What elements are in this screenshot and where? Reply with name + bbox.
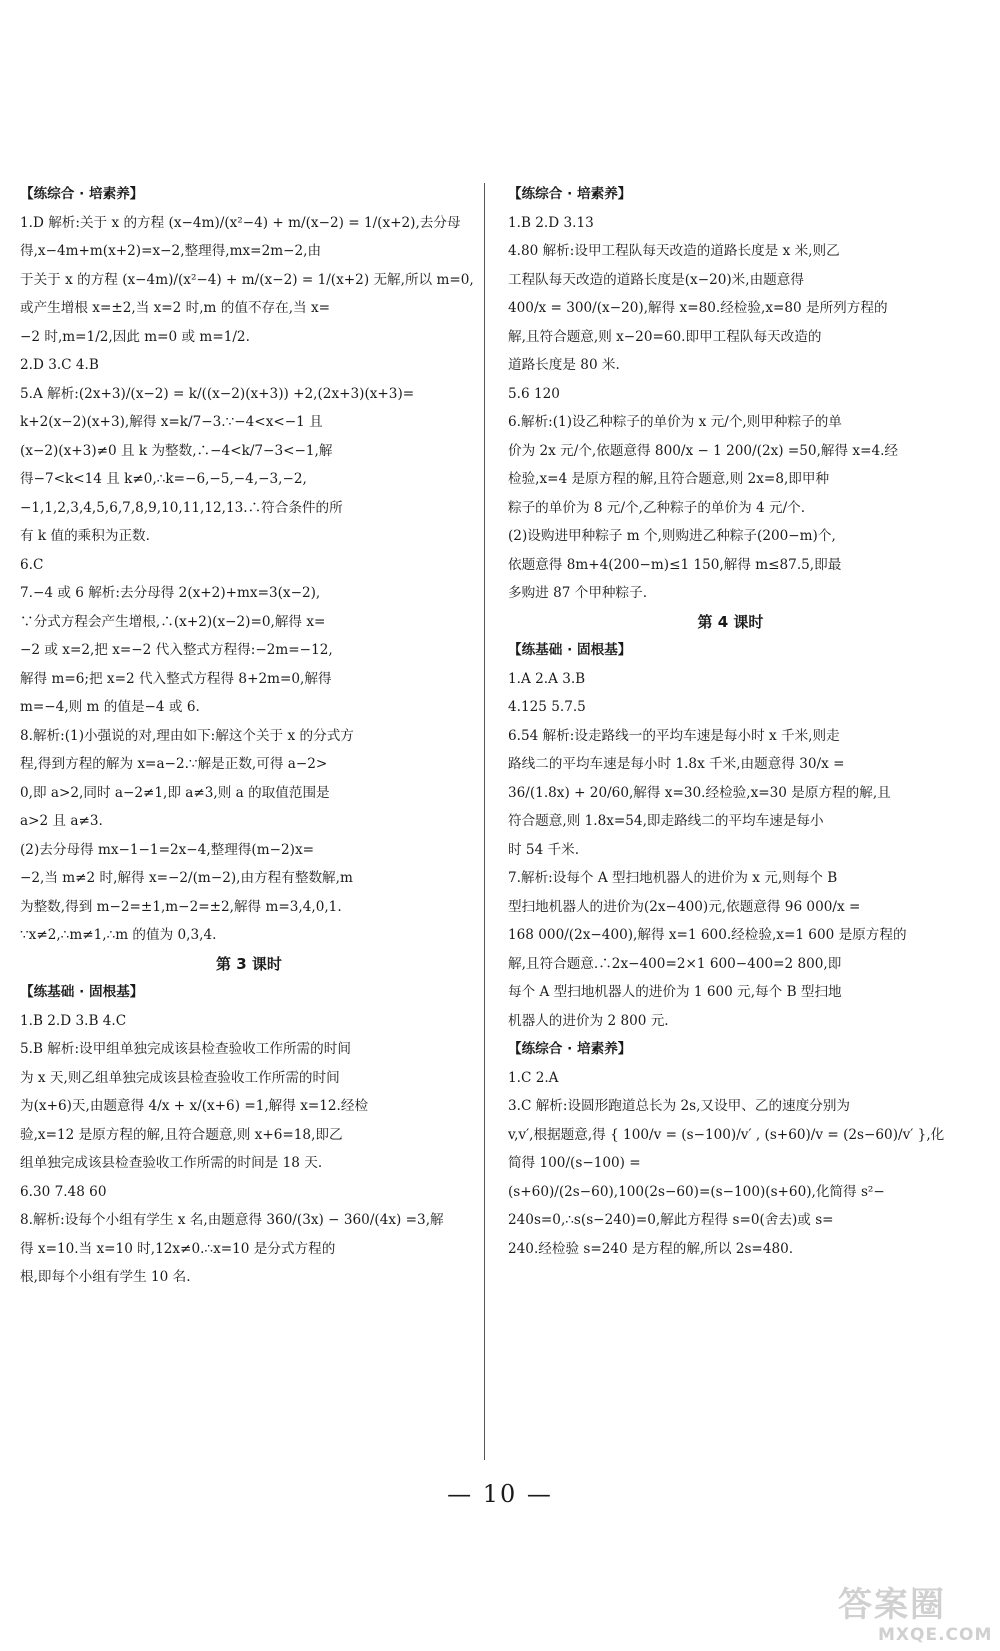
answer-line: 组单独完成该县检查验收工作所需的时间是 18 天.: [20, 1155, 323, 1171]
answer-line: 1.D 解析:关于 x 的方程 (x−4m)/(x²−4) + m/(x−2) = 1/(x+2),去分母: [20, 214, 461, 231]
answer-line: 240s=0,∴s(s−240)=0,解此方程得 s=0(舍去)或 s=: [508, 1212, 834, 1228]
answer-line: 为整数,得到 m−2=±1,m−2=±2,解得 m=3,4,0,1.: [20, 898, 342, 915]
answer-line: 程,得到方程的解为 x=a−2.∵解是正数,可得 a−2>: [20, 756, 328, 772]
watermark-logo: [838, 1585, 993, 1645]
answer-line: 工程队每天改造的道路长度是(x−20)米,由题意得: [508, 271, 804, 288]
answer-line: 1.A 2.A 3.B: [508, 670, 586, 687]
answer-line: 得−7<k<14 且 k≠0,∴k=−6,−5,−4,−3,−2,: [20, 471, 307, 487]
left-column: [20, 180, 478, 1292]
answer-line: 8.解析:(1)小强说的对,理由如下:解这个关于 x 的分式方: [20, 727, 354, 744]
answer-line: −2 或 x=2,把 x=−2 代入整式方程得:−2m=−12,: [20, 642, 333, 658]
section-heading: 【练基础 · 固根基】: [20, 984, 144, 1000]
answer-line: 多购进 87 个甲种粽子.: [508, 585, 648, 601]
answer-line: −2,当 m≠2 时,解得 x=−2/(m−2),由方程有整数解,m: [20, 870, 353, 886]
answer-line: 4.125 5.7.5: [508, 699, 586, 715]
answer-line: 2.D 3.C 4.B: [20, 357, 99, 373]
column-divider: [484, 183, 485, 1460]
answer-line: ∵分式方程会产生增根,∴(x+2)(x−2)=0,解得 x=: [20, 613, 326, 630]
answer-line: 检验,x=4 是原方程的解,且符合题意,则 2x=8,即甲种: [508, 471, 830, 487]
answer-line: (2)设购进甲种粽子 m 个,则购进乙种粽子(200−m)个,: [508, 528, 836, 544]
answer-line: −2 时,m=1/2,因此 m=0 或 m=1/2.: [20, 328, 250, 345]
answer-line: 每个 A 型扫地机器人的进价为 1 600 元,每个 B 型扫地: [508, 984, 842, 1000]
watermark-text-cn: 答案圈: [838, 1585, 946, 1625]
answer-line: m=−4,则 m 的值是−4 或 6.: [20, 699, 200, 715]
answer-line: 得,x−4m+m(x+2)=x−2,整理得,mx=2m−2,由: [20, 243, 322, 259]
answer-line: 6.C: [20, 556, 44, 573]
lesson-title: 第 4 课时: [697, 612, 764, 631]
answer-line: 6.解析:(1)设乙种粽子的单价为 x 元/个,则甲种粽子的单: [508, 414, 842, 430]
answer-line: (x−2)(x+3)≠0 且 k 为整数,∴−4<k/7−3<−1,解: [20, 442, 333, 459]
answer-line: 0,即 a>2,同时 a−2≠1,即 a≠3,则 a 的取值范围是: [20, 784, 330, 801]
answer-line: 6.54 解析:设走路线一的平均车速是每小时 x 千米,则走: [508, 727, 840, 744]
answer-line: 7.解析:设每个 A 型扫地机器人的进价为 x 元,则每个 B: [508, 870, 838, 886]
answer-line: 粽子的单价为 8 元/个,乙种粽子的单价为 4 元/个.: [508, 499, 806, 516]
answer-line: 1.B 2.D 3.B 4.C: [20, 1012, 127, 1029]
answer-line: 5.A 解析:(2x+3)/(x−2) = k/((x−2)(x+3)) +2,(2x+3)(x+3)=: [20, 385, 415, 402]
answer-line: 7.−4 或 6 解析:去分母得 2(x+2)+mx=3(x−2),: [20, 585, 321, 601]
answer-line: 6.30 7.48 60: [20, 1183, 107, 1200]
page-number: — 10 —: [447, 1480, 553, 1508]
answer-line: 4.80 解析:设甲工程队每天改造的道路长度是 x 米,则乙: [508, 243, 840, 259]
section-heading: 【练综合 · 培素养】: [508, 186, 632, 202]
answer-line: 时 54 千米.: [508, 841, 580, 858]
answer-line: 依题意得 8m+4(200−m)≤1 150,解得 m≤87.5,即最: [508, 556, 842, 573]
answer-line: 5.B 解析:设甲组单独完成该县检查验收工作所需的时间: [20, 1041, 351, 1057]
answer-line: a>2 且 a≠3.: [20, 813, 103, 829]
watermark-text-en: MXQE.COM: [878, 1625, 993, 1645]
answer-line: k+2(x−2)(x+3),解得 x=k/7−3.∵−4<x<−1 且: [20, 414, 323, 430]
answer-line: 1.C 2.A: [508, 1069, 559, 1086]
answer-line: 解得 m=6;把 x=2 代入整式方程得 8+2m=0,解得: [20, 670, 332, 687]
answer-line: 解,且符合题意.∴2x−400=2×1 600−400=2 800,即: [508, 955, 842, 972]
answer-line: 符合题意,则 1.8x=54,即走路线二的平均车速是每小: [508, 813, 824, 829]
answer-line: 于关于 x 的方程 (x−4m)/(x²−4) + m/(x−2) = 1/(x+2) 无解,所以 m=0,: [20, 271, 474, 288]
answer-line: −1,1,2,3,4,5,6,7,8,9,10,11,12,13.∴符合条件的所: [20, 499, 343, 516]
answer-line: 1.B 2.D 3.13: [508, 214, 594, 231]
answer-line: v,v′,根据题意,得 { 100/v = (s−100)/v′ , (s+60)/v = (2s−60)/v′ },化简得 100/(s−100) =: [508, 1126, 945, 1171]
section-heading: 【练综合 · 培素养】: [508, 1041, 632, 1057]
answer-line: 168 000/(2x−400),解得 x=1 600.经检验,x=1 600 是原方程的: [508, 927, 907, 943]
section-heading: 【练综合 · 培素养】: [20, 186, 144, 202]
answer-line: 价为 2x 元/个,依题意得 800/x − 1 200/(2x) =50,解得 x=4.经: [508, 442, 899, 459]
answer-line: 道路长度是 80 米.: [508, 357, 620, 373]
answer-line: ∵x≠2,∴m≠1,∴m 的值为 0,3,4.: [20, 927, 217, 943]
lesson-title: 第 3 课时: [216, 954, 282, 973]
answer-line: 36/(1.8x) + 20/60,解得 x=30.经检验,x=30 是原方程的解,且: [508, 784, 891, 801]
answer-line: 解,且符合题意,则 x−20=60.即甲工程队每天改造的: [508, 328, 822, 345]
answer-line: 8.解析:设每个小组有学生 x 名,由题意得 360/(3x) − 360/(4x) =3,解: [20, 1212, 444, 1228]
answer-line: 路线二的平均车速是每小时 1.8x 千米,由题意得 30/x =: [508, 756, 845, 772]
answer-line: (s+60)/(2s−60),100(2s−60)=(s−100)(s+60),化简得 s²−: [508, 1183, 885, 1200]
right-column: [508, 180, 953, 1263]
section-heading: 【练基础 · 固根基】: [508, 642, 632, 658]
answer-line: 机器人的进价为 2 800 元.: [508, 1012, 669, 1029]
answer-line: 为(x+6)天,由题意得 4/x + x/(x+6) =1,解得 x=12.经检: [20, 1098, 369, 1114]
answer-line: 根,即每个小组有学生 10 名.: [20, 1269, 191, 1285]
answer-line: 为 x 天,则乙组单独完成该县检查验收工作所需的时间: [20, 1069, 340, 1086]
answer-line: 240.经检验 s=240 是方程的解,所以 2s=480.: [508, 1240, 794, 1257]
answer-line: (2)去分母得 mx−1−1=2x−4,整理得(m−2)x=: [20, 841, 315, 858]
answer-line: 3.C 解析:设圆形跑道总长为 2s,又设甲、乙的速度分别为: [508, 1098, 851, 1114]
answer-line: 得 x=10.当 x=10 时,12x≠0.∴x=10 是分式方程的: [20, 1240, 336, 1257]
answer-line: 5.6 120: [508, 385, 560, 402]
answer-line: 验,x=12 是原方程的解,且符合题意,则 x+6=18,即乙: [20, 1126, 343, 1143]
answer-line: 400/x = 300/(x−20),解得 x=80.经检验,x=80 是所列方程的: [508, 300, 888, 316]
answer-line: 或产生增根 x=±2,当 x=2 时,m 的值不存在,当 x=: [20, 300, 331, 316]
answer-line: 型扫地机器人的进价为(2x−400)元,依题意得 96 000/x =: [508, 898, 861, 915]
answer-line: 有 k 值的乘积为正数.: [20, 528, 150, 544]
